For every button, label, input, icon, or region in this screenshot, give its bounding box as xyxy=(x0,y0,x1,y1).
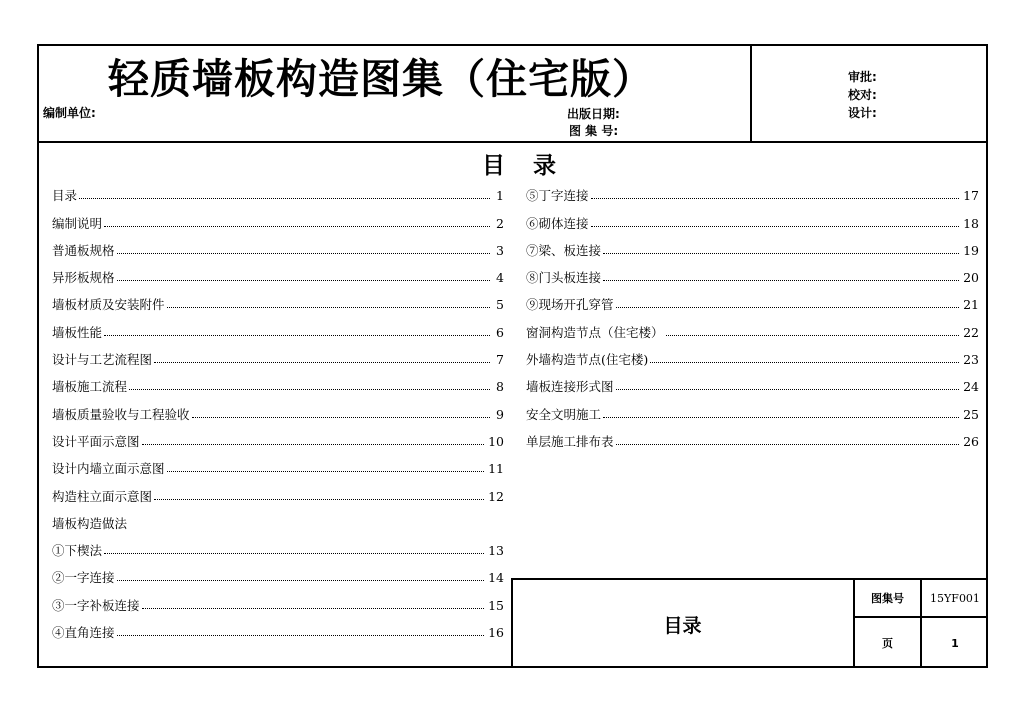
toc-item-label: ⑧门头板连接 xyxy=(526,270,602,286)
toc-item xyxy=(52,510,504,537)
toc-item-label: 设计内墙立面示意图 xyxy=(52,461,165,477)
toc-item-page: 9 xyxy=(496,406,504,422)
toc-leader-dots xyxy=(167,471,485,472)
toc-leader-dots xyxy=(666,335,960,336)
toc-item-page: 5 xyxy=(496,297,504,313)
toc-item xyxy=(52,373,504,400)
toc-leader-dots xyxy=(104,553,484,554)
toc-item xyxy=(526,400,979,427)
toc-item-label: 墙板施工流程 xyxy=(52,379,128,395)
toc-item-label: 窗洞构造节点（住宅楼） xyxy=(526,324,664,340)
atlas-number-label: 图 集 号: xyxy=(569,124,619,138)
toc-leader-dots xyxy=(167,307,490,308)
toc-leader-dots xyxy=(117,635,485,636)
toc-item xyxy=(52,182,504,209)
toc-item xyxy=(526,318,979,345)
toc-leader-dots xyxy=(117,253,490,254)
toc-item-label: 普通板规格 xyxy=(52,242,115,258)
toc-item-label: ①下楔法 xyxy=(52,543,103,559)
toc-item-page: 2 xyxy=(496,215,504,231)
toc-item-page: 25 xyxy=(963,406,979,422)
page-cell-label: 页 xyxy=(882,637,893,650)
toc-leader-dots xyxy=(616,444,960,445)
toc-item-label: 墙板质量验收与工程验收 xyxy=(52,406,190,422)
compiler-unit-label: 编制单位: xyxy=(43,106,96,120)
toc-item-page: 17 xyxy=(963,188,979,204)
toc-item xyxy=(526,182,979,209)
toc-leader-dots xyxy=(603,253,959,254)
toc-item-page: 22 xyxy=(963,324,979,340)
toc-item xyxy=(52,346,504,373)
toc-item xyxy=(526,209,979,236)
toc-item xyxy=(526,291,979,318)
toc-item-label: 编制说明 xyxy=(52,215,103,231)
toc-leader-dots xyxy=(591,226,960,227)
toc-item-page: 11 xyxy=(488,461,504,477)
toc-item-page: 12 xyxy=(488,488,504,504)
toc-item-label: 构造柱立面示意图 xyxy=(52,488,153,504)
toc-item xyxy=(52,482,504,509)
toc-item-label: ⑥砌体连接 xyxy=(526,215,589,231)
toc-leader-dots xyxy=(616,389,960,390)
toc-item xyxy=(526,373,979,400)
toc-item-page: 13 xyxy=(488,543,504,559)
toc-leader-dots xyxy=(616,307,960,308)
toc-item-page: 10 xyxy=(488,433,504,449)
toc-leader-dots xyxy=(117,580,485,581)
atlas-number-value: 15YF001 xyxy=(930,591,980,605)
toc-item-page: 16 xyxy=(488,625,504,641)
toc-item xyxy=(526,237,979,264)
toc-item-label: 墙板连接形式图 xyxy=(526,379,614,395)
toc-left-column xyxy=(52,182,504,646)
toc-item-label: ⑨现场开孔穿管 xyxy=(526,297,614,313)
toc-leader-dots xyxy=(79,198,490,199)
toc-item-label: 设计与工艺流程图 xyxy=(52,352,153,368)
toc-item-label: 设计平面示意图 xyxy=(52,433,140,449)
toc-item-page: 26 xyxy=(963,433,979,449)
toc-item-page: 7 xyxy=(496,352,504,368)
toc-item-label: 目录 xyxy=(52,188,78,204)
toc-item xyxy=(52,209,504,236)
toc-item-page: 20 xyxy=(963,270,979,286)
toc-item xyxy=(52,428,504,455)
toc-item xyxy=(526,428,979,455)
toc-leader-dots xyxy=(591,198,960,199)
toc-item xyxy=(52,455,504,482)
toc-item-page: 24 xyxy=(963,379,979,395)
toc-item-page: 21 xyxy=(963,297,979,313)
toc-item-label: 单层施工排布表 xyxy=(526,433,614,449)
toc-item-label: ③一字补板连接 xyxy=(52,597,140,613)
toc-item-page: 14 xyxy=(488,570,504,586)
approve-label: 审批: xyxy=(848,70,877,84)
toc-leader-dots xyxy=(142,444,485,445)
toc-item-page: 18 xyxy=(963,215,979,231)
toc-item xyxy=(52,291,504,318)
toc-item xyxy=(52,619,504,646)
toc-item-label: ⑤丁字连接 xyxy=(526,188,589,204)
toc-item-page: 6 xyxy=(496,324,504,340)
header-divider xyxy=(37,141,988,143)
toc-item xyxy=(52,537,504,564)
toc-leader-dots xyxy=(603,280,959,281)
toc-item xyxy=(526,346,979,373)
toc-item-label: 异形板规格 xyxy=(52,270,115,286)
toc-item-label: ②一字连接 xyxy=(52,570,115,586)
page-number-value: 1 xyxy=(951,636,959,650)
toc-item-page: 8 xyxy=(496,379,504,395)
toc-item-label: 外墙构造节点(住宅楼) xyxy=(526,352,649,368)
toc-item xyxy=(52,564,504,591)
toc-item xyxy=(52,264,504,291)
toc-item-label: 墙板性能 xyxy=(52,324,103,340)
toc-leader-dots xyxy=(104,335,490,336)
toc-item-label: 墙板构造做法 xyxy=(52,515,128,531)
header-sign-divider xyxy=(750,44,752,142)
atlas-number-cell-label: 图集号 xyxy=(871,592,904,605)
toc-leader-dots xyxy=(192,417,490,418)
toc-item-label: 安全文明施工 xyxy=(526,406,602,422)
sheet-title: 目录 xyxy=(663,614,702,637)
toc-item-page: 19 xyxy=(963,242,979,258)
toc-item-label: ⑦梁、板连接 xyxy=(526,242,602,258)
toc-item xyxy=(52,591,504,618)
toc-item-page: 3 xyxy=(496,242,504,258)
toc-item-page: 23 xyxy=(963,352,979,368)
toc-item-page: 1 xyxy=(496,188,504,204)
toc-leader-dots xyxy=(129,389,490,390)
toc-leader-dots xyxy=(104,226,490,227)
toc-item xyxy=(52,237,504,264)
toc-item xyxy=(52,318,504,345)
toc-leader-dots xyxy=(154,362,490,363)
toc-item-label: 墙板材质及安装附件 xyxy=(52,297,165,313)
toc-leader-dots xyxy=(154,499,484,500)
toc-leader-dots xyxy=(603,417,959,418)
toc-leader-dots xyxy=(650,362,959,363)
toc-right-column xyxy=(526,182,979,455)
design-label: 设计: xyxy=(848,106,877,120)
toc-item xyxy=(526,264,979,291)
toc-item-page: 15 xyxy=(488,597,504,613)
toc-item xyxy=(52,400,504,427)
toc-leader-dots xyxy=(142,608,485,609)
toc-leader-dots xyxy=(117,280,490,281)
toc-item-page: 4 xyxy=(496,270,504,286)
publish-date-label: 出版日期: xyxy=(567,107,620,121)
toc-heading: 目 录 xyxy=(482,153,567,179)
page-title: 轻质墙板构造图集（住宅版） xyxy=(108,55,654,103)
toc-item-label: ④直角连接 xyxy=(52,625,115,641)
check-label: 校对: xyxy=(848,88,877,102)
